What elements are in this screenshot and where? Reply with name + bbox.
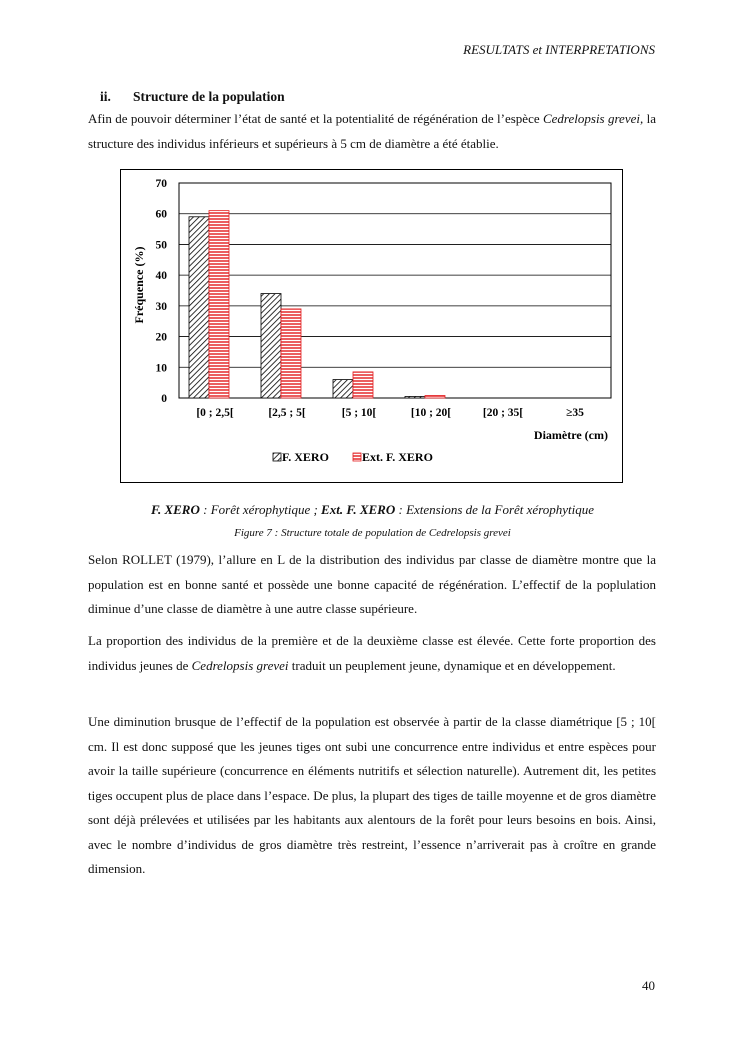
y-tick-label: 0 (161, 393, 167, 405)
intro-species: Cedrelopsis grevei, (542, 111, 644, 126)
bar-ext-f-xero (281, 309, 301, 398)
grid-lines (179, 183, 611, 398)
p3-text-2: traduit un peuplement jeune, dynamique et en développement. (288, 657, 616, 673)
legend-swatch (353, 453, 361, 461)
bar-ext-f-xero (209, 211, 229, 398)
legend-label: F. XERO (282, 450, 329, 464)
running-header: RESULTATS et INTERPRETATIONS (463, 42, 655, 57)
abbr-def-2: : Extensions de la Forêt xérophytique (395, 502, 595, 517)
bars-group (189, 211, 445, 398)
frequency-chart (121, 170, 622, 482)
plot-area (179, 183, 611, 398)
section-heading (100, 89, 285, 105)
legend-label: Ext. F. XERO (362, 450, 433, 464)
x-tick-labels (196, 407, 584, 419)
paragraph-2: Selon ROLLET (1979), l’allure en L de la distribution des individus par classe de diamètre montre que la population est en bonne santé et possède une bonne capacité de régénération. L’effectif de la poplulation diminue d’une classe de diamètre à une autre classe supérieure. (88, 552, 656, 616)
x-tick-label: ≥35 (566, 407, 584, 419)
p3-species: Cedrelopsis grevei (191, 657, 289, 673)
y-tick-label: 70 (155, 178, 167, 190)
paragraph-4: Une diminution brusque de l’effectif de la population est observée à partir de la classe diamétrique [5 ; 10[ cm. Il est donc supposé que les jeunes tiges ont subi une concurrence entre individus et entre espèces pour avoir la taille supérieure (concurrence en éléments nutritifs et sélection naturelle). Autrement dit, les petites tiges occupent plus de place dans l’espace. De plus, la plupart des tiges de taille moyenne et de gros diamètre sont déjà prélevées et utilisées par les habitants aux alentours de la forêt pour leurs besoins en bois. Ainsi, avec le nombre d’individus de gros diamètre très restreint, l’essence n’arriverait pas à croître en grande dimension. (88, 714, 656, 876)
y-tick-label: 30 (155, 300, 167, 313)
section-number: ii. (100, 89, 111, 104)
bar-f-xero (405, 396, 425, 398)
x-tick-label: [0 ; 2,5[ (196, 407, 234, 419)
bar-ext-f-xero (425, 396, 445, 398)
x-tick-label: [10 ; 20[ (410, 407, 452, 419)
bar-f-xero (261, 294, 281, 398)
abbreviation-note (0, 502, 745, 518)
x-tick-label: [20 ; 35[ (482, 407, 524, 419)
paragraph-3 (88, 629, 656, 678)
abbr-2: Ext. F. XERO (321, 502, 396, 517)
x-axis-title: Diamètre (cm) (533, 428, 608, 442)
section-title: Structure de la population (133, 89, 285, 104)
x-tick-label: [2,5 ; 5[ (268, 407, 306, 419)
page-number: 40 (642, 978, 655, 993)
bar-f-xero (333, 380, 353, 398)
intro-text-2: la structure des individus inférieurs et supérieurs à 5 cm de diamètre a été établie. (88, 111, 656, 151)
x-tick-label: [5 ; 10[ (341, 407, 377, 419)
bar-ext-f-xero (353, 372, 373, 398)
y-tick-labels (156, 178, 168, 405)
bar-f-xero (189, 217, 209, 398)
y-tick-label: 60 (155, 208, 167, 221)
y-axis-title: Fréquence (%) (132, 246, 146, 324)
intro-text-1: Afin de pouvoir déterminer l’état de santé et la potentialité de régénération de l’espèce (88, 111, 543, 126)
p3-text-1: La proportion des individus de la première et de la deuxième classe est élevée. Cette forte proportion des individus jeunes de (88, 633, 656, 673)
y-tick-label: 20 (155, 331, 167, 344)
chart-legend (273, 450, 433, 464)
figure-caption: Figure 7 : Structure totale de population de Cedrelopsis grevei (234, 527, 511, 539)
y-tick-label: 50 (155, 239, 167, 252)
abbr-1: F. XERO (150, 502, 200, 517)
y-tick-label: 10 (155, 362, 167, 375)
intro-paragraph (88, 107, 656, 156)
y-tick-label: 40 (155, 270, 167, 283)
chart-frame (120, 169, 623, 483)
legend-swatch (273, 453, 281, 461)
abbr-def-1: : Forêt xérophytique ; (199, 502, 322, 517)
